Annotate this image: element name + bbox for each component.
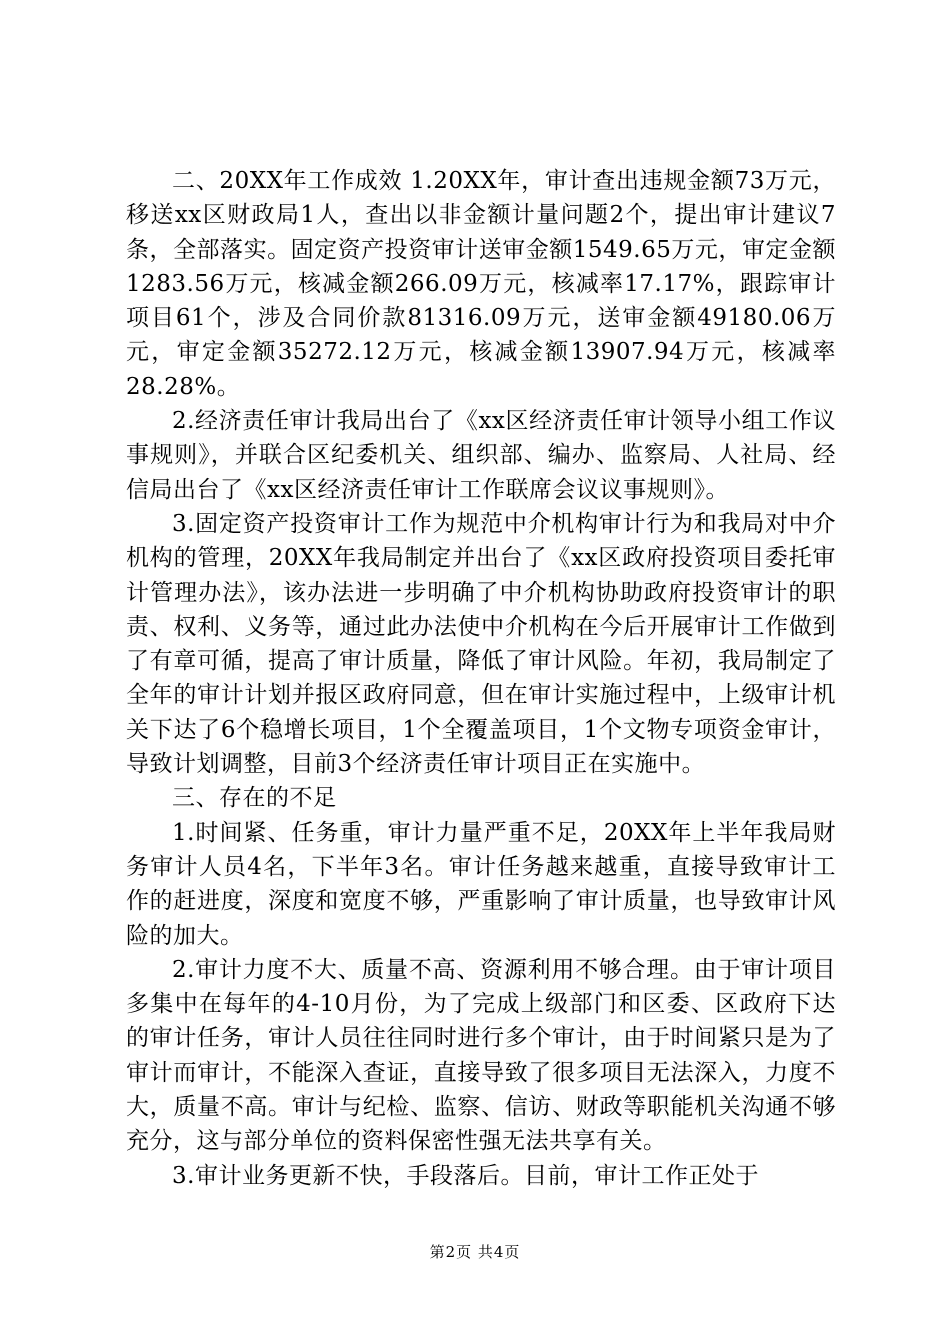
- paragraph-fixed-asset-audit: 3.固定资产投资审计工作为规范中介机构审计行为和我局对中介机构的管理，20XX年我局制定并出台了《xx区政府投资项目委托审计管理办法》，该办法进一步明确了中介机构协助政府投资审计的职责、权利、义务等，通过此办法使中介机构在今后开展审计工作做到了有章可循，提高了审计质量，降低了审计风险。年初，我局制定了全年的审计计划并报区政府同意，但在审计实施过程中，上级审计机关下达了6个稳增长项目，1个全覆盖项目，1个文物专项资金审计，导致计划调整，目前3个经济责任审计项目正在实施中。: [126, 510, 836, 778]
- paragraph-shortcoming-2: 2.审计力度不大、质量不高、资源利用不够合理。由于审计项目多集中在每年的4-10月份，为了完成上级部门和区委、区政府下达的审计任务，审计人员往往同时进行多个审计，由于时间紧只是为了审计而审计，不能深入查证，直接导致了很多项目无法深入，力度不大，质量不高。审计与纪检、监察、信访、财政等职能机关沟通不够充分，这与部分单位的资料保密性强无法共享有关。: [126, 956, 836, 1155]
- page-footer: 第2页 共4页: [429, 1243, 521, 1261]
- section-heading-shortcomings: 三、存在的不足: [172, 785, 337, 812]
- document-body: [126, 164, 836, 1193]
- paragraph-shortcoming-3: 3.审计业务更新不快，手段落后。目前，审计工作正处于: [172, 1162, 759, 1189]
- paragraph-shortcoming-1: 1.时间紧、任务重，审计力量严重不足，20XX年上半年我局财务审计人员4名，下半年3名。审计任务越来越重，直接导致审计工作的赶进度，深度和宽度不够，严重影响了审计质量，也导致审计风险的加大。: [126, 819, 836, 949]
- paragraph-economic-responsibility: 2.经济责任审计我局出台了《xx区经济责任审计领导小组工作议事规则》，并联合区纪委机关、组织部、编办、监察局、人社局、经信局出台了《xx区经济责任审计工作联席会议议事规则》。: [126, 408, 836, 503]
- paragraph-achievements: 二、20XX年工作成效 1.20XX年，审计查出违规金额73万元，移送xx区财政局1人，查出以非金额计量问题2个，提出审计建议7条，全部落实。固定资产投资审计送审金额1549.65万元，审定金额1283.56万元，核减金额266.09万元，核减率17.17%，跟踪审计项目61个，涉及合同价款81316.09万元，送审金额49180.06万元，审定金额35272.12万元，核减金额13907.94万元，核减率28.28%。: [126, 168, 836, 400]
